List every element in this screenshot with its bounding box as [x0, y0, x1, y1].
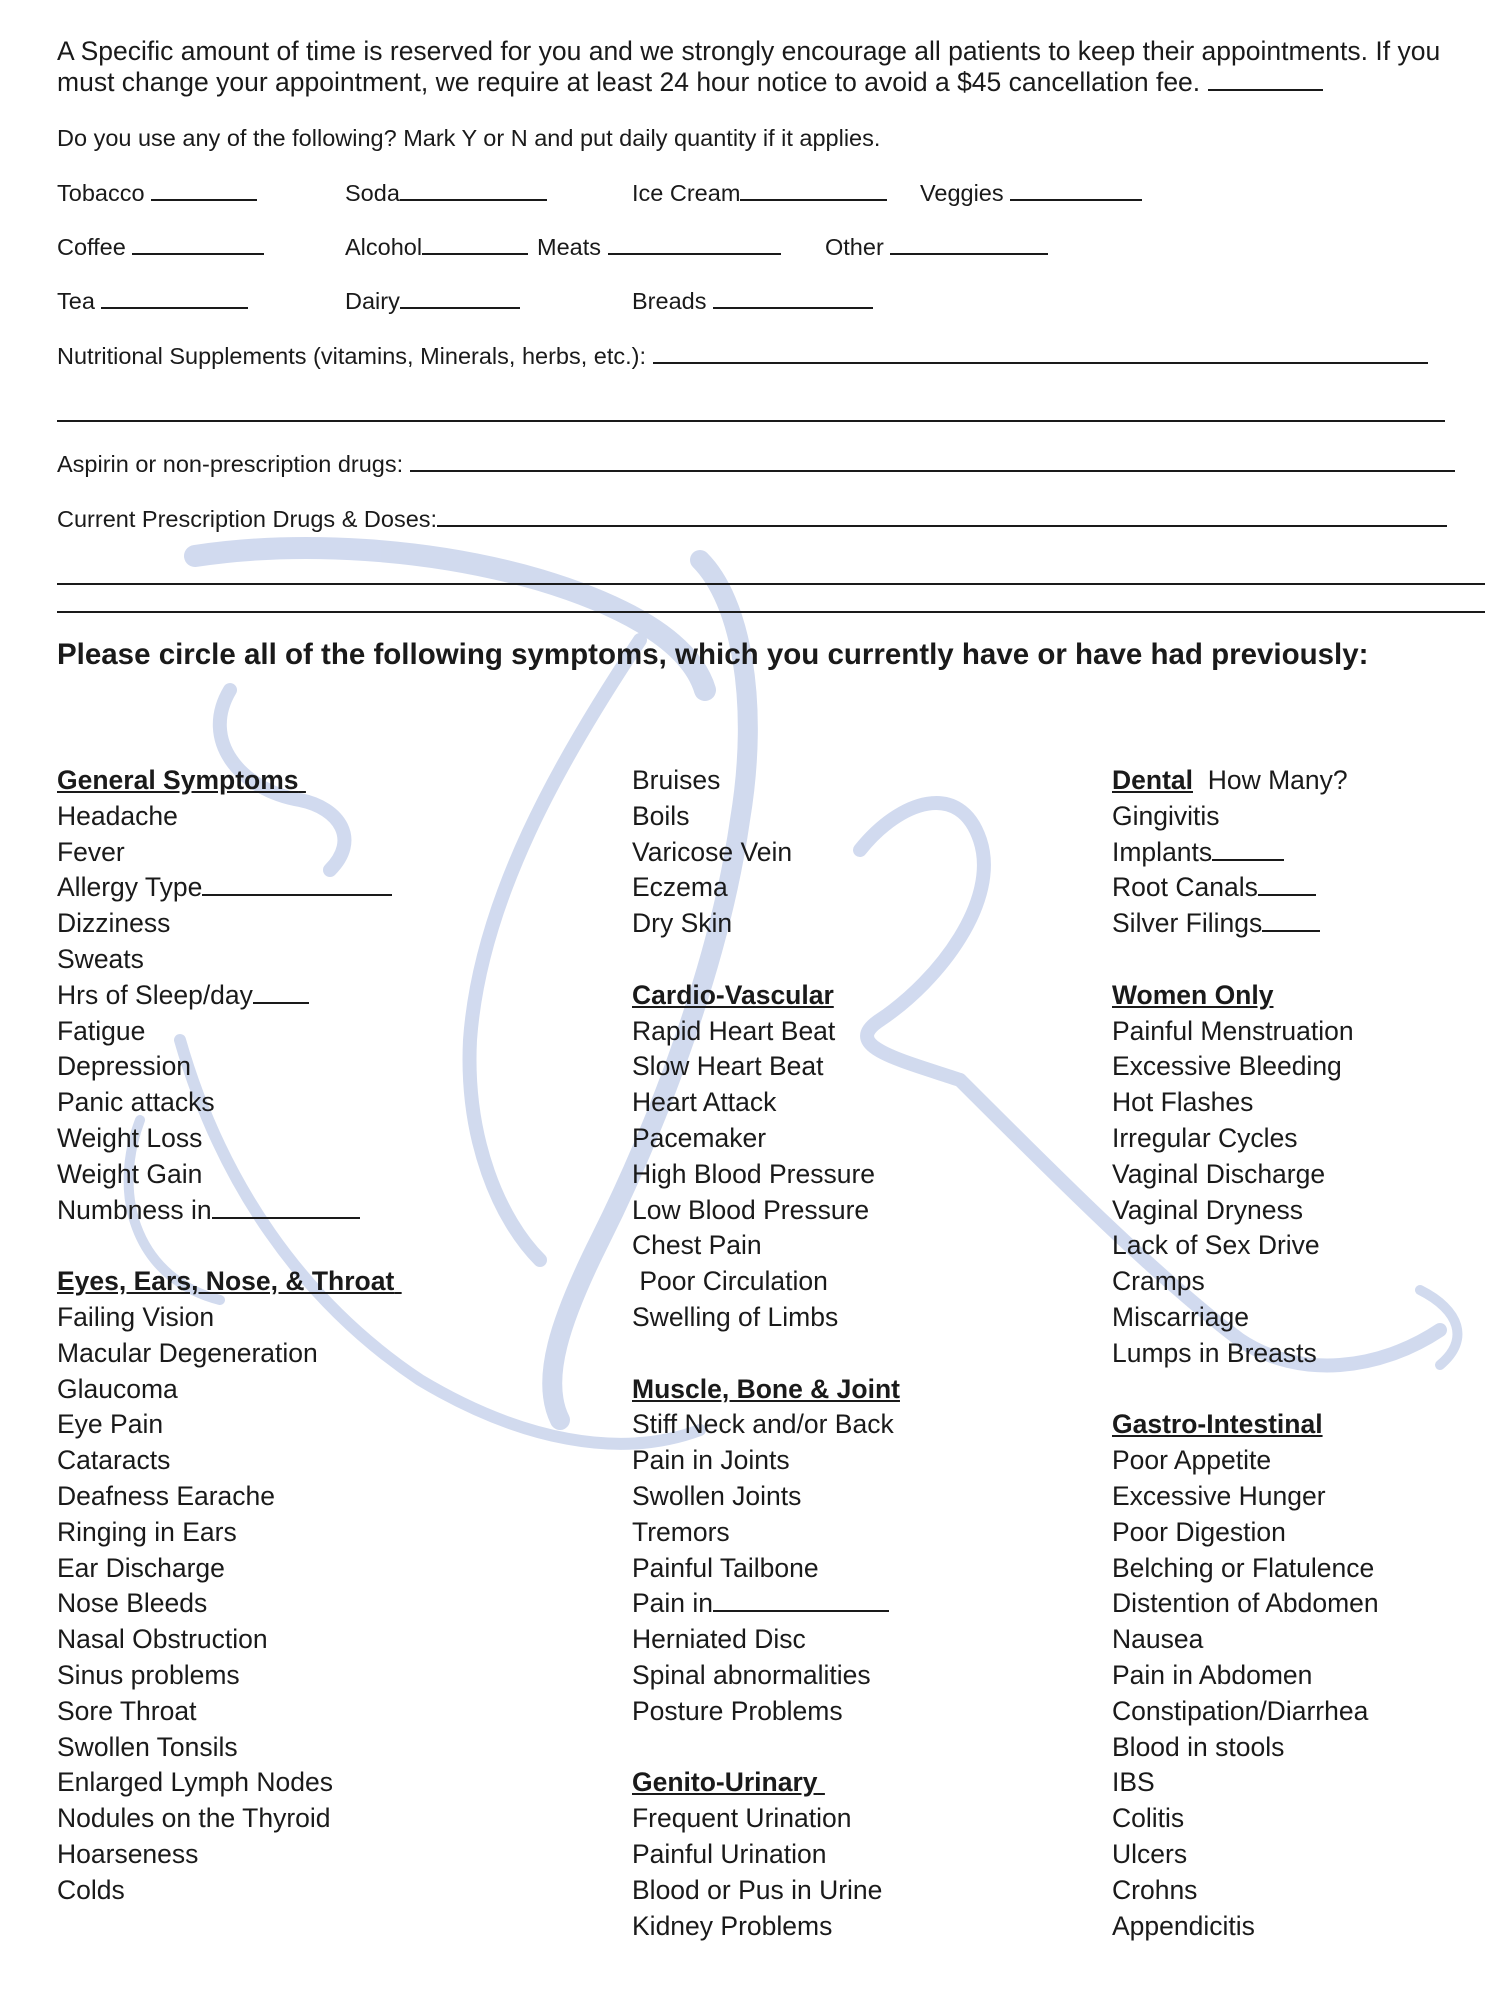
soda-blank[interactable]	[400, 199, 547, 201]
symptom-item[interactable]: Distention of Abdomen	[1112, 1588, 1379, 1619]
symptom-item[interactable]: Vaginal Discharge	[1112, 1158, 1326, 1189]
symptom-item[interactable]: Appendicitis	[1112, 1910, 1255, 1941]
section-title-cardio: Cardio-Vascular	[632, 979, 834, 1010]
veggies-field	[920, 180, 1142, 207]
symptom-item[interactable]: Blood in stools	[1112, 1731, 1285, 1762]
symptom-item[interactable]: Miscarriage	[1112, 1301, 1249, 1332]
symptom-item[interactable]: Nose Bleeds	[57, 1588, 208, 1619]
symptoms-heading: Please circle all of the following symptoms, which you currently have or have had previously:	[57, 638, 1369, 671]
symptoms-column-1	[57, 763, 402, 1909]
meats-label: Meats	[537, 234, 601, 260]
soda-field	[345, 180, 547, 207]
symptom-item[interactable]: Nausea	[1112, 1624, 1204, 1655]
symptom-item[interactable]: Eczema	[632, 872, 728, 903]
symptom-item[interactable]: Herniated Disc	[632, 1624, 806, 1655]
root-canals-count-blank[interactable]	[1258, 894, 1316, 896]
usage-prompt: Do you use any of the following? Mark Y or N and put daily quantity if it applies.	[57, 125, 881, 151]
symptom-item[interactable]: Eye Pain	[57, 1409, 164, 1440]
veggies-label: Veggies	[920, 180, 1004, 206]
alcohol-blank[interactable]	[422, 253, 528, 255]
supplements-continuation-line[interactable]	[57, 420, 1445, 422]
symptom-item[interactable]: Failing Vision	[57, 1301, 215, 1332]
symptom-item[interactable]: Irregular Cycles	[1112, 1122, 1298, 1153]
symptom-item[interactable]: Ringing in Ears	[57, 1516, 237, 1547]
symptom-item[interactable]: Colitis	[1112, 1803, 1185, 1834]
symptom-item[interactable]: Low Blood Pressure	[632, 1194, 870, 1225]
veggies-blank[interactable]	[1010, 199, 1142, 201]
symptom-item[interactable]: High Blood Pressure	[632, 1158, 876, 1189]
section-title-dental: Dental How Many?	[1112, 765, 1348, 795]
symptom-item[interactable]: Pain in Abdomen	[1112, 1659, 1313, 1690]
alcohol-label: Alcohol	[345, 234, 423, 260]
aspirin-blank[interactable]	[410, 470, 1455, 472]
symptom-item[interactable]: Pain in Joints	[632, 1445, 790, 1476]
implants-count-blank[interactable]	[1212, 859, 1284, 861]
tea-blank[interactable]	[101, 307, 248, 309]
notice-line-2: must change your appointment, we require at least 24 hour notice to avoid a $45 cancellation fee.	[57, 67, 1201, 97]
symptom-item[interactable]: Varicose Vein	[632, 836, 793, 867]
symptom-item[interactable]: Nodules on the Thyroid	[57, 1803, 331, 1834]
dental-how-many: How Many?	[1207, 765, 1348, 795]
symptom-item[interactable]: Sinus problems	[57, 1659, 240, 1690]
symptom-item[interactable]: Pain in	[632, 1586, 900, 1622]
prescription-line-3[interactable]	[57, 611, 1485, 613]
numbness-location-blank[interactable]	[212, 1217, 360, 1219]
section-title-women: Women Only	[1112, 979, 1274, 1010]
allergy-type-blank[interactable]	[202, 894, 392, 896]
symptom-item[interactable]: Glaucoma	[57, 1373, 178, 1404]
other-label: Other	[825, 234, 884, 260]
silver-fillings-count-blank[interactable]	[1262, 930, 1320, 932]
symptom-item[interactable]: Constipation/Diarrhea	[1112, 1695, 1369, 1726]
supplements-label: Nutritional Supplements (vitamins, Minerals, herbs, etc.):	[57, 343, 647, 369]
symptom-item[interactable]: Depression	[57, 1051, 192, 1082]
symptom-item[interactable]: Colds	[57, 1874, 125, 1905]
breads-field	[632, 288, 873, 315]
symptom-item[interactable]: Fever	[57, 836, 125, 867]
symptom-item[interactable]: Tremors	[632, 1516, 730, 1547]
symptoms-column-2	[632, 763, 900, 1944]
symptom-item[interactable]: Painful Urination	[632, 1838, 827, 1869]
symptom-item[interactable]: Root Canals	[1112, 870, 1379, 906]
symptom-item[interactable]: Poor Digestion	[1112, 1516, 1286, 1547]
dairy-field	[345, 288, 520, 315]
symptom-item[interactable]: Deafness Earache	[57, 1480, 276, 1511]
symptom-item[interactable]: Frequent Urination	[632, 1803, 852, 1834]
symptom-item[interactable]: Dizziness	[57, 908, 171, 939]
symptom-item[interactable]: Poor Appetite	[1112, 1445, 1272, 1476]
tobacco-label: Tobacco	[57, 180, 145, 206]
soda-label: Soda	[345, 180, 400, 206]
notice-line-1: A Specific amount of time is reserved for you and we strongly encourage all patients to keep their appointments. If you	[57, 36, 1441, 66]
symptom-item[interactable]: Vaginal Dryness	[1112, 1194, 1303, 1225]
symptom-item[interactable]: Enlarged Lymph Nodes	[57, 1767, 333, 1798]
section-title-genito: Genito-Urinary	[632, 1767, 818, 1798]
symptom-item[interactable]: Hot Flashes	[1112, 1087, 1254, 1118]
tea-field	[57, 288, 248, 315]
ice-cream-blank[interactable]	[740, 199, 887, 201]
section-title-gastro: Gastro-Intestinal	[1112, 1409, 1323, 1440]
symptom-item[interactable]: Rapid Heart Beat	[632, 1015, 836, 1046]
meats-blank[interactable]	[608, 253, 781, 255]
symptom-item[interactable]: Lumps in Breasts	[1112, 1337, 1317, 1368]
tobacco-field	[57, 180, 257, 207]
symptom-item[interactable]: Ear Discharge	[57, 1552, 225, 1583]
aspirin-label: Aspirin or non-prescription drugs:	[57, 451, 404, 477]
supplements-field	[57, 343, 1428, 370]
symptom-item[interactable]: Posture Problems	[632, 1695, 843, 1726]
prescription-label: Current Prescription Drugs & Doses:	[57, 506, 438, 532]
symptom-item[interactable]: Numbness in	[57, 1193, 402, 1229]
symptom-item[interactable]: Lack of Sex Drive	[1112, 1230, 1320, 1261]
section-title-muscle: Muscle, Bone & Joint	[632, 1373, 900, 1404]
alcohol-field	[345, 234, 528, 261]
symptom-item[interactable]: Macular Degeneration	[57, 1337, 318, 1368]
symptom-item[interactable]: Pacemaker	[632, 1122, 767, 1153]
symptom-item[interactable]: Heart Attack	[632, 1087, 777, 1118]
symptom-item[interactable]: Implants	[1112, 835, 1379, 871]
tobacco-blank[interactable]	[151, 199, 257, 201]
symptom-item[interactable]: Dry Skin	[632, 908, 733, 939]
symptom-item[interactable]: Cramps	[1112, 1266, 1205, 1297]
prescription-blank[interactable]	[437, 525, 1447, 527]
symptom-item[interactable]: Fatigue	[57, 1015, 146, 1046]
symptom-item[interactable]: Allergy Type	[57, 870, 402, 906]
prescription-line-2[interactable]	[57, 583, 1485, 585]
symptom-item[interactable]: Spinal abnormalities	[632, 1659, 871, 1690]
symptom-item[interactable]: IBS	[1112, 1767, 1155, 1798]
symptom-item[interactable]: Sweats	[57, 943, 144, 974]
symptom-item[interactable]: Bruises	[632, 765, 721, 795]
symptoms-column-3	[1112, 763, 1379, 1944]
symptom-item[interactable]: Excessive Bleeding	[1112, 1051, 1342, 1082]
dairy-blank[interactable]	[400, 307, 520, 309]
prescription-field	[57, 506, 1447, 533]
pain-location-blank[interactable]	[713, 1610, 889, 1612]
symptom-item[interactable]: Hoarseness	[57, 1838, 199, 1869]
symptom-item[interactable]: Headache	[57, 800, 178, 831]
meats-field	[537, 234, 781, 261]
symptom-item[interactable]: Weight Loss	[57, 1122, 203, 1153]
symptom-item[interactable]: Gingivitis	[1112, 800, 1220, 831]
symptom-item[interactable]: Belching or Flatulence	[1112, 1552, 1375, 1583]
ice-cream-label: Ice Cream	[632, 180, 741, 206]
symptom-item[interactable]: Excessive Hunger	[1112, 1480, 1326, 1511]
symptom-item[interactable]: Chest Pain	[632, 1230, 762, 1261]
symptom-item[interactable]: Sore Throat	[57, 1695, 197, 1726]
dairy-label: Dairy	[345, 288, 400, 314]
symptom-item[interactable]: Poor Circulation	[632, 1266, 828, 1297]
tea-label: Tea	[57, 288, 95, 314]
symptom-item[interactable]: Painful Tailbone	[632, 1552, 819, 1583]
symptom-item[interactable]: Painful Menstruation	[1112, 1015, 1354, 1046]
symptom-item[interactable]: Panic attacks	[57, 1087, 215, 1118]
section-title-general: General Symptoms	[57, 765, 299, 795]
appointment-notice	[57, 36, 1457, 98]
symptom-item[interactable]: Boils	[632, 800, 690, 831]
symptom-item[interactable]: Hrs of Sleep/day	[57, 978, 402, 1014]
ice-cream-field	[632, 180, 887, 207]
other-blank[interactable]	[890, 253, 1048, 255]
symptom-item[interactable]: Blood or Pus in Urine	[632, 1874, 883, 1905]
sleep-hours-blank[interactable]	[253, 1002, 309, 1004]
notice-initials-blank[interactable]	[1208, 89, 1323, 91]
symptom-item[interactable]: Ulcers	[1112, 1838, 1188, 1869]
symptom-item[interactable]: Silver Filings	[1112, 906, 1379, 942]
aspirin-field	[57, 451, 1455, 478]
symptom-item[interactable]: Nasal Obstruction	[57, 1624, 268, 1655]
section-title-eent: Eyes, Ears, Nose, & Throat	[57, 1266, 395, 1297]
symptom-item[interactable]: Crohns	[1112, 1874, 1198, 1905]
symptom-item[interactable]: Swelling of Limbs	[632, 1301, 839, 1332]
symptom-item[interactable]: Slow Heart Beat	[632, 1051, 824, 1082]
coffee-field	[57, 234, 264, 261]
symptom-item[interactable]: Swollen Tonsils	[57, 1731, 238, 1762]
symptom-item[interactable]: Cataracts	[57, 1445, 171, 1476]
coffee-label: Coffee	[57, 234, 126, 260]
symptom-item[interactable]: Swollen Joints	[632, 1480, 802, 1511]
coffee-blank[interactable]	[132, 253, 264, 255]
symptom-item[interactable]: Stiff Neck and/or Back	[632, 1409, 894, 1440]
supplements-blank[interactable]	[653, 362, 1428, 364]
symptom-item[interactable]: Weight Gain	[57, 1158, 203, 1189]
breads-label: Breads	[632, 288, 707, 314]
breads-blank[interactable]	[713, 307, 873, 309]
symptom-item[interactable]: Kidney Problems	[632, 1910, 833, 1941]
other-field	[825, 234, 1048, 261]
